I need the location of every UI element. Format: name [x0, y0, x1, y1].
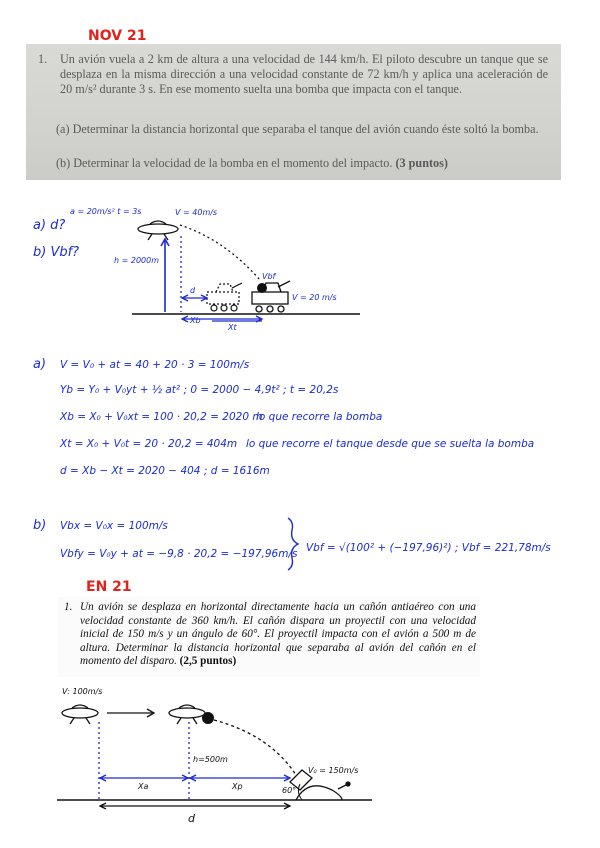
nov-sol-a-line1: V = V₀ + at = 40 + 20 · 3 = 100m/s	[60, 359, 250, 371]
nov-xb-label: Xb	[190, 316, 201, 325]
nov-tank-v-label: V = 20 m/s	[292, 293, 337, 302]
nov-sol-b-line1: Vbx = V₀x = 100m/s	[60, 520, 168, 532]
nov-part-b-points: (3 puntos)	[395, 156, 448, 170]
nov-sol-b-line2: Vbfy = V₀y + at = −9,8 · 20,2 = −197,96m/s	[60, 548, 298, 560]
nov-sol-a-line4: Xt = X₀ + V₀t = 20 · 20,2 = 404m	[60, 438, 238, 450]
nov-sol-a-line3: Xb = X₀ + V₀xt = 100 · 20,2 = 2020 m	[60, 411, 263, 423]
nov-sol-a-label: a)	[33, 357, 47, 372]
plane-end-icon	[169, 705, 205, 724]
nov-xt-label: Xt	[228, 323, 237, 332]
nov-sol-b-result: Vbf = √(100² + (−197,96)²) ; Vbf = 221,78m/s	[306, 542, 551, 554]
nov-sol-a-line4-note: lo que recorre el tanque desde que se suelta la bomba	[246, 438, 535, 450]
en-xp-label: Xp	[232, 782, 243, 791]
nov-sol-a-line5: d = Xb − Xt = 2020 − 404 ; d = 1616m	[60, 465, 270, 477]
nov-height-label: h = 2000m	[114, 256, 160, 265]
en-problem-body: Un avión se desplaza en horizontal directamente hacia un cañón antiaéreo con una velocidad constante de 360 km/h. El cañón dispara un proyectil con una velocidad inicial de 150 m/s y un ángulo de 60°. El proyectil impacta con el avión a 500 m de altura. Determinar la distancia horizontal que separaba al avión del cañón en el momento del disparo.	[80, 601, 476, 668]
nov-accel-label: a = 20m/s² t = 3s	[70, 207, 142, 216]
nov-d-label: d	[190, 286, 196, 295]
nov-part-b-text: (b) Determinar la velocidad de la bomba en el momento del impacto.	[56, 156, 393, 170]
nov-problem-text: Un avión vuela a 2 km de altura a una velocidad de 144 km/h. El piloto descubre un tanque que se desplaza en la misma dirección a una velocidad constante de 72 km/h y aplica una aceleración de 20 m/s² durante 3 s. En ese momento suelta una bomba que impacta con el tanque.	[60, 52, 548, 96]
projectile-trajectory	[214, 720, 296, 775]
projectile-icon	[202, 712, 214, 724]
nov-part-a: (a) Determinar la distancia horizontal que separaba el tanque del avión cuando éste soltó la bomba.	[56, 122, 539, 136]
plane-start-icon	[62, 705, 98, 724]
nov-plane-v-label: V = 40m/s	[175, 208, 218, 217]
nov-ask-b: b) Vbf?	[33, 245, 80, 260]
nov-tag: NOV 21	[88, 28, 147, 44]
en-cannon-v-label: V₀ = 150m/s	[308, 766, 359, 775]
nov-ask-a: a) d?	[33, 218, 66, 233]
nov-bomb-v-label: Vbf	[262, 272, 276, 281]
en-d-label: d	[188, 812, 195, 825]
en-angle-label: 60°	[282, 786, 297, 795]
nov-sol-b-label: b)	[33, 518, 47, 533]
en-problem-points: (2,5 puntos)	[179, 655, 237, 668]
en-plane-v-label: V: 100m/s	[62, 687, 103, 696]
nov-sol-a-line3-note: lo que recorre la bomba	[256, 411, 383, 423]
en-xa-label: Xa	[138, 782, 149, 791]
en-tag: EN 21	[86, 579, 132, 595]
en-height-label: h=500m	[193, 755, 228, 764]
nov-problem-number: 1.	[38, 52, 48, 66]
en-problem-number: 1.	[64, 601, 73, 613]
nov-sol-a-line2: Yb = Y₀ + V₀yt + ½ at² ; 0 = 2000 − 4,9t² ; t = 20,2s	[60, 384, 339, 396]
